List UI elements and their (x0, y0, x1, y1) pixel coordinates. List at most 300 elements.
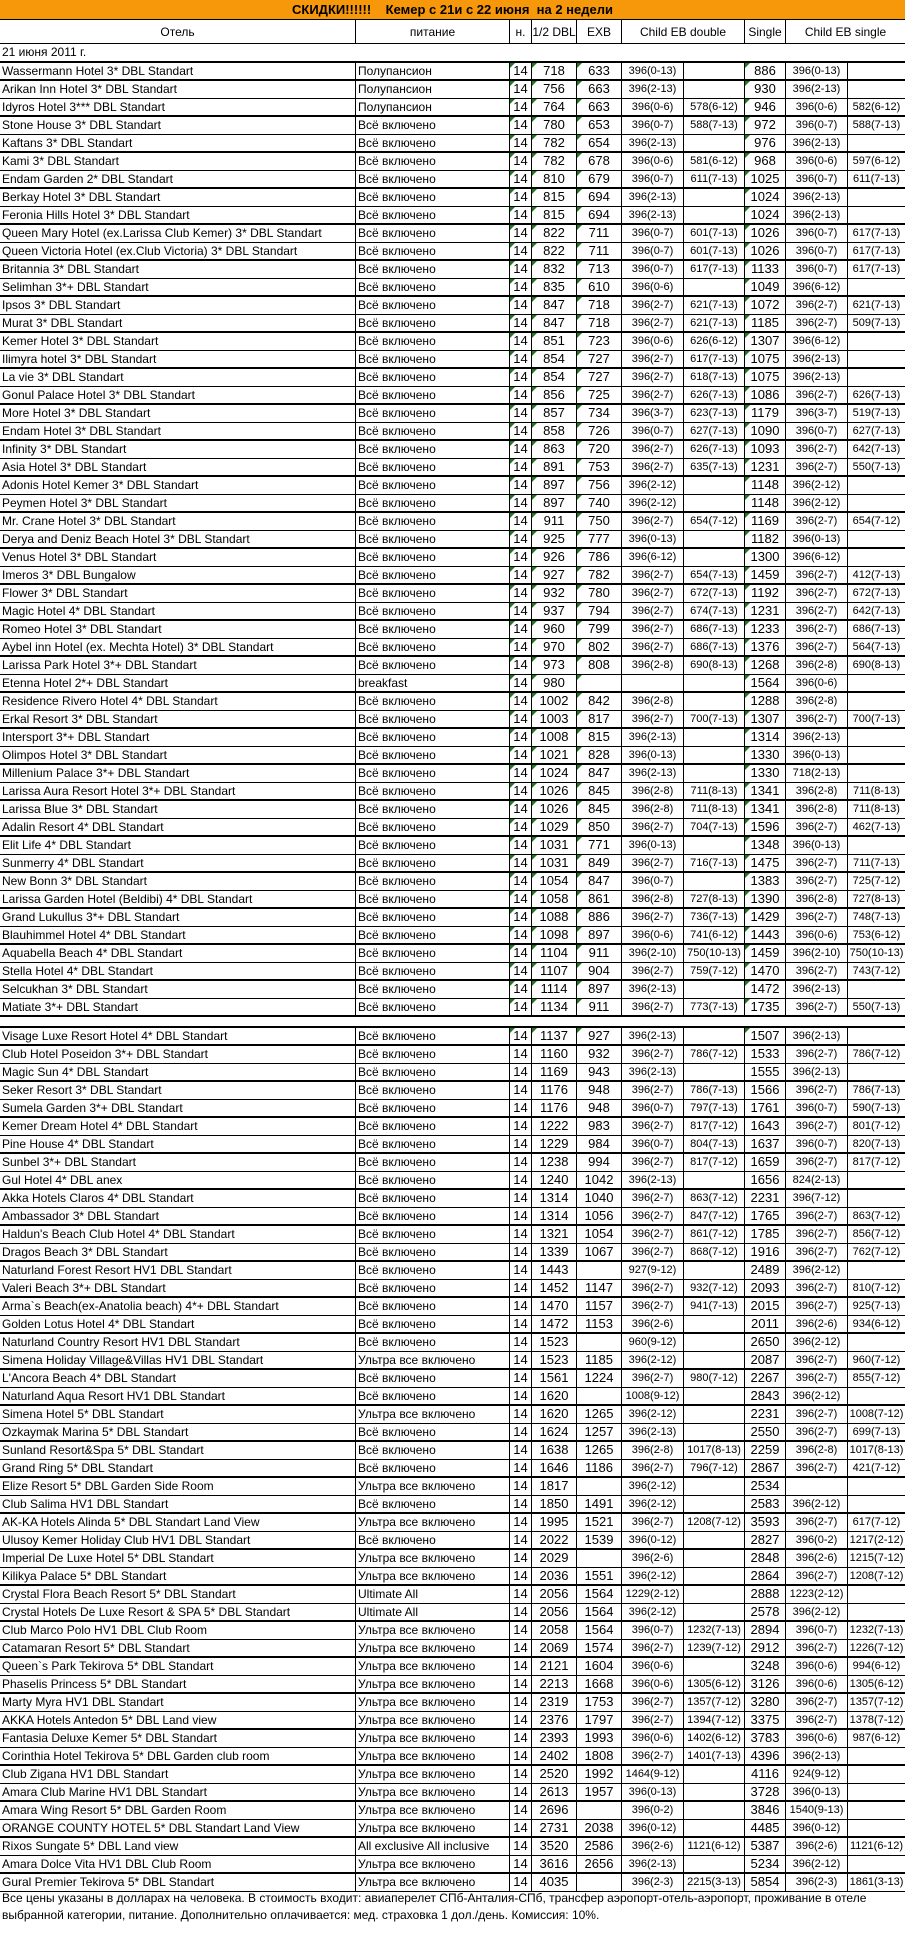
cell-exb: 2656 (577, 1856, 622, 1872)
cell-single: 2550 (745, 1424, 786, 1440)
cell-hotel: Flower 3* DBL Standart (0, 585, 356, 602)
cell-nights: 14 (510, 1676, 532, 1692)
cell-exb: 897 (577, 981, 622, 998)
cell-child-eb-double-1 (622, 675, 684, 691)
cell-single: 5387 (745, 1838, 786, 1855)
cell-child-eb-single-1: 396(2-13) (786, 1748, 848, 1764)
cell-exb: 1042 (577, 1172, 622, 1188)
cell-half-dbl: 1620 (532, 1406, 577, 1423)
cell-nights: 14 (510, 1064, 532, 1080)
cell-exb: 725 (577, 387, 622, 403)
cell-exb: 847 (577, 765, 622, 782)
cell-exb: 1668 (577, 1676, 622, 1692)
cell-hotel: Amara Club Marine HV1 DBL Standart (0, 1784, 356, 1800)
cell-half-dbl: 822 (532, 225, 577, 242)
table-row (0, 117, 905, 135)
table-row (0, 693, 905, 711)
cell-child-eb-double-1: 396(2-7) (622, 1208, 684, 1224)
cell-food: Ultimate All (356, 1586, 510, 1603)
cell-child-eb-double-1: 396(0-13) (622, 531, 684, 547)
cell-child-eb-double-1: 396(2-13) (622, 1172, 684, 1188)
cell-child-eb-double-1: 396(0-7) (622, 1136, 684, 1152)
cell-hotel: New Bonn 3* DBL Standart (0, 873, 356, 890)
cell-child-eb-double-2: 2215(3-13) (684, 1874, 745, 1891)
cell-half-dbl: 1031 (532, 855, 577, 871)
cell-exb: 610 (577, 279, 622, 295)
cell-nights: 14 (510, 801, 532, 818)
cell-nights: 14 (510, 1028, 532, 1044)
cell-child-eb-double-2: 621(7-13) (684, 315, 745, 331)
cell-single: 2231 (745, 1406, 786, 1423)
cell-child-eb-double-1: 396(2-7) (622, 351, 684, 367)
cell-exb: 948 (577, 1082, 622, 1099)
cell-hotel: Endam Hotel 3* DBL Standart (0, 423, 356, 439)
cell-child-eb-single-2 (848, 81, 905, 98)
cell-half-dbl: 3616 (532, 1856, 577, 1872)
cell-single: 2894 (745, 1622, 786, 1639)
cell-child-eb-single-2: 934(6-12) (852, 1318, 901, 1330)
cell-child-eb-double-1: 396(2-7) (622, 1694, 684, 1711)
table-row (0, 153, 905, 171)
cell-child-eb-double-2 (684, 837, 745, 854)
cell-single: 1300 (745, 549, 786, 566)
cell-hotel: Sumela Garden 3*+ DBL Standart (0, 1100, 356, 1116)
cell-food: Полупансион (356, 81, 510, 98)
cell-half-dbl: 854 (532, 351, 577, 367)
cell-food: Всё включено (356, 315, 510, 331)
cell-single: 3593 (745, 1514, 786, 1531)
cell-child-eb-single-1: 396(2-7) (786, 297, 848, 314)
cell-child-eb-double-2: 773(7-13) (684, 999, 745, 1015)
cell-child-eb-single-2 (848, 135, 905, 151)
cell-half-dbl: 1003 (532, 711, 577, 727)
cell-child-eb-single-2 (848, 63, 905, 79)
cell-half-dbl: 2036 (532, 1568, 577, 1584)
cell-child-eb-single-1: 396(2-6) (786, 1550, 848, 1567)
cell-child-eb-double-1: 396(2-7) (622, 1244, 684, 1260)
table-row (0, 1784, 905, 1802)
table-row (0, 963, 905, 981)
cell-child-eb-single-2: 421(7-12) (852, 1462, 901, 1474)
cell-single: 968 (745, 153, 786, 170)
cell-child-eb-single-2: 786(7-12) (852, 1048, 901, 1060)
cell-exb: 1157 (577, 1298, 622, 1315)
cell-nights: 14 (510, 243, 532, 259)
cell-hotel: Club Zigana HV1 DBL Standart (0, 1766, 356, 1783)
table-row (0, 1190, 905, 1208)
cell-child-eb-double-1: 396(2-7) (622, 1460, 684, 1476)
cell-nights: 14 (510, 1658, 532, 1675)
cell-half-dbl: 897 (532, 477, 577, 494)
cell-child-eb-single-2: 699(7-13) (852, 1426, 901, 1438)
cell-child-eb-double-2: 1394(7-12) (684, 1712, 745, 1728)
cell-child-eb-double-2: 868(7-12) (684, 1244, 745, 1260)
cell-half-dbl: 1029 (532, 819, 577, 835)
cell-child-eb-single-1: 396(2-7) (786, 621, 848, 638)
cell-child-eb-single-1: 396(0-7) (786, 1136, 848, 1152)
cell-hotel: Berkay Hotel 3* DBL Standart (0, 189, 356, 206)
cell-child-eb-double-2 (684, 81, 745, 98)
cell-hotel: Endam Garden 2* DBL Standart (0, 171, 356, 187)
cell-nights: 14 (510, 1388, 532, 1404)
cell-child-eb-double-1: 396(2-7) (622, 1154, 684, 1171)
cell-child-eb-double-1: 396(0-6) (622, 279, 684, 295)
cell-nights: 14 (510, 963, 532, 979)
cell-exb: 756 (577, 477, 622, 494)
cell-food: Всё включено (356, 639, 510, 655)
cell-child-eb-double-1: 396(2-7) (622, 639, 684, 655)
cell-food: Всё включено (356, 945, 510, 962)
cell-child-eb-double-2 (684, 747, 745, 763)
cell-child-eb-single-2: 617(7-13) (852, 245, 901, 257)
cell-single: 3248 (745, 1658, 786, 1675)
cell-nights: 14 (510, 135, 532, 151)
cell-child-eb-single-2: 621(7-13) (852, 299, 901, 311)
cell-food: Всё включено (356, 1496, 510, 1512)
cell-child-eb-single-1: 1223(2-12) (786, 1586, 848, 1603)
cell-child-eb-single-2: 642(7-13) (852, 605, 901, 617)
cell-half-dbl: 1169 (532, 1064, 577, 1080)
cell-single: 1024 (745, 189, 786, 206)
cell-child-eb-single-1: 396(2-12) (786, 477, 848, 494)
table-row (0, 819, 905, 837)
cell-child-eb-double-1: 396(2-8) (622, 657, 684, 674)
table-row (0, 1622, 905, 1640)
cell-child-eb-single-2 (848, 1856, 905, 1872)
cell-child-eb-single-1: 396(0-7) (786, 171, 848, 187)
cell-child-eb-single-1: 396(2-12) (786, 1604, 848, 1620)
cell-child-eb-double-2 (684, 549, 745, 566)
cell-child-eb-double-2: 654(7-13) (684, 567, 745, 583)
table-row (0, 81, 905, 99)
cell-child-eb-double-2: 980(7-12) (684, 1370, 745, 1387)
cell-child-eb-double-1: 396(2-6) (622, 1838, 684, 1855)
cell-food: Всё включено (356, 837, 510, 854)
cell-single: 1341 (745, 783, 786, 799)
cell-exb: 679 (577, 171, 622, 187)
cell-hotel: Pine House 4* DBL Standart (0, 1136, 356, 1152)
cell-exb: 1186 (577, 1460, 622, 1476)
cell-hotel: Intersport 3*+ DBL Standart (0, 729, 356, 746)
table-row (0, 1154, 905, 1172)
cell-single: 1348 (745, 837, 786, 854)
cell-child-eb-double-1: 396(2-13) (622, 189, 684, 206)
cell-nights: 14 (510, 873, 532, 890)
cell-exb (577, 675, 622, 691)
cell-single: 2087 (745, 1352, 786, 1368)
cell-child-eb-single-2: 1017(8-13) (849, 1444, 904, 1456)
cell-nights: 14 (510, 1424, 532, 1440)
cell-hotel: Elize Resort 5* DBL Garden Side Room (0, 1478, 356, 1495)
cell-child-eb-single-1: 396(0-6) (786, 675, 848, 691)
cell-child-eb-single-1: 396(2-7) (786, 513, 848, 530)
cell-hotel: Kemer Hotel 3* DBL Standart (0, 333, 356, 350)
cell-nights: 14 (510, 729, 532, 746)
table-row (0, 1298, 905, 1316)
cell-child-eb-single-2: 519(7-13) (852, 407, 901, 419)
cell-single: 930 (745, 81, 786, 98)
cell-child-eb-double-1: 396(0-12) (622, 1532, 684, 1548)
cell-child-eb-double-1: 396(2-8) (622, 783, 684, 799)
cell-child-eb-single-1: 396(2-7) (786, 459, 848, 475)
cell-half-dbl: 1222 (532, 1118, 577, 1135)
cell-child-eb-double-2: 796(7-12) (684, 1460, 745, 1476)
cell-child-eb-single-2: 672(7-13) (852, 587, 901, 599)
cell-hotel: Golden Lotus Hotel 4* DBL Standart (0, 1316, 356, 1332)
cell-child-eb-single-2: 711(8-13) (853, 803, 900, 815)
cell-single: 4116 (745, 1766, 786, 1783)
cell-child-eb-double-2 (684, 729, 745, 746)
cell-half-dbl: 1240 (532, 1172, 577, 1188)
cell-hotel: Amara Wing Resort 5* DBL Garden Room (0, 1802, 356, 1819)
cell-nights: 14 (510, 945, 532, 962)
cell-food: Всё включено (356, 891, 510, 907)
footer-note: Все цены указаны в долларах на человека. В стоимость входит: авиаперелет СПб-Анталия-СПб, трансфер аэропорт-отель-аэропорт, проживание в отеле выбранной категории, питание. Дополнительно оплачивается: мед. страховка 1 дол./день. Комиссия: 10%. (2, 1891, 867, 1922)
cell-exb: 1993 (577, 1730, 622, 1747)
cell-child-eb-single-1: 396(0-6) (786, 1676, 848, 1692)
cell-half-dbl: 1817 (532, 1478, 577, 1495)
cell-child-eb-single-1: 396(0-7) (786, 1100, 848, 1116)
cell-hotel: AKKA Hotels Antedon 5* DBL Land view (0, 1712, 356, 1728)
cell-child-eb-single-1: 396(2-12) (786, 1262, 848, 1279)
cell-child-eb-single-1: 396(2-13) (786, 81, 848, 98)
cell-food: Всё включено (356, 387, 510, 403)
cell-hotel: Wassermann Hotel 3* DBL Standart (0, 63, 356, 79)
cell-single: 1376 (745, 639, 786, 655)
cell-child-eb-single-2 (848, 837, 905, 854)
cell-food: Всё включено (356, 909, 510, 926)
cell-food: Всё включено (356, 1100, 510, 1116)
cell-half-dbl: 1995 (532, 1514, 577, 1531)
cell-child-eb-single-1: 396(2-8) (786, 891, 848, 907)
cell-child-eb-single-1: 396(2-3) (786, 1874, 848, 1891)
cell-hotel: Dragos Beach 3* DBL Standart (0, 1244, 356, 1260)
table-header (0, 20, 905, 44)
cell-child-eb-double-2: 861(7-12) (684, 1226, 745, 1243)
cell-single: 2888 (745, 1586, 786, 1603)
cell-child-eb-single-2: 856(7-12) (852, 1228, 901, 1240)
cell-child-eb-double-1: 396(2-7) (622, 1280, 684, 1296)
cell-food: Всё включено (356, 1136, 510, 1152)
cell-child-eb-single-1: 396(0-6) (786, 927, 848, 943)
cell-child-eb-double-1: 396(2-12) (622, 1478, 684, 1495)
cell-hotel: AK-KA Hotels Alinda 5* DBL Standart Land View (0, 1514, 356, 1531)
cell-food: Всё включено (356, 189, 510, 206)
cell-child-eb-double-2 (684, 1334, 745, 1351)
cell-hotel: Derya and Deniz Beach Hotel 3* DBL Standart (0, 531, 356, 547)
cell-child-eb-single-2: 711(7-13) (853, 857, 900, 869)
cell-nights: 14 (510, 1208, 532, 1224)
table-row (0, 1694, 905, 1712)
cell-food: All exclusive All inclusive (356, 1838, 510, 1855)
cell-child-eb-double-1: 960(9-12) (622, 1334, 684, 1351)
cell-half-dbl: 2056 (532, 1586, 577, 1603)
cell-child-eb-single-1: 396(2-7) (786, 999, 848, 1015)
cell-single: 2093 (745, 1280, 786, 1296)
cell-hotel: Amara Dolce Vita HV1 DBL Club Room (0, 1856, 356, 1872)
cell-half-dbl: 1031 (532, 837, 577, 854)
cell-child-eb-double-1: 396(0-12) (622, 1820, 684, 1836)
cell-child-eb-double-2 (684, 981, 745, 998)
cell-food: Всё включено (356, 963, 510, 979)
cell-nights: 14 (510, 513, 532, 530)
cell-child-eb-single-2: 801(7-12) (852, 1120, 901, 1132)
cell-hotel: Ambassador 3* DBL Standart (0, 1208, 356, 1224)
cell-exb: 904 (577, 963, 622, 979)
cell-half-dbl: 1638 (532, 1442, 577, 1459)
cell-food: Всё включено (356, 369, 510, 386)
cell-nights: 14 (510, 99, 532, 115)
cell-child-eb-single-2: 588(7-13) (852, 119, 901, 131)
title-discounts: СКИДКИ!!!!!! (292, 2, 372, 17)
cell-child-eb-single-2 (848, 189, 905, 206)
table-row (0, 297, 905, 315)
cell-food: Всё включено (356, 1370, 510, 1387)
cell-child-eb-double-2 (684, 1820, 745, 1836)
cell-exb: 713 (577, 261, 622, 278)
cell-nights: 14 (510, 1694, 532, 1711)
cell-exb: 817 (577, 711, 622, 727)
cell-child-eb-single-2 (848, 333, 905, 350)
cell-exb: 654 (577, 135, 622, 151)
cell-exb: 897 (577, 927, 622, 943)
cell-exb: 1147 (577, 1280, 622, 1296)
cell-child-eb-double-1: 396(2-13) (622, 729, 684, 746)
cell-child-eb-single-1: 396(0-2) (786, 1532, 848, 1548)
cell-child-eb-single-2: 686(7-13) (852, 623, 901, 635)
cell-child-eb-single-2 (848, 1388, 905, 1404)
cell-child-eb-single-2 (848, 693, 905, 710)
cell-single: 1133 (745, 261, 786, 278)
cell-single: 5854 (745, 1874, 786, 1891)
cell-exb: 694 (577, 207, 622, 223)
cell-child-eb-single-2 (848, 1766, 905, 1783)
cell-food: Всё включено (356, 261, 510, 278)
cell-child-eb-single-2: 597(6-12) (852, 155, 901, 167)
cell-child-eb-double-1: 396(2-7) (622, 513, 684, 530)
title-subtitle: Кемер с 21и с 22 июня на 2 недели (385, 2, 613, 17)
cell-single: 1288 (745, 693, 786, 710)
table-row (0, 423, 905, 441)
cell-nights: 14 (510, 1712, 532, 1728)
cell-food: Всё включено (356, 1532, 510, 1548)
cell-exb: 849 (577, 855, 622, 871)
cell-single: 1024 (745, 207, 786, 223)
cell-child-eb-single-1: 396(2-7) (786, 1712, 848, 1728)
cell-child-eb-double-2 (684, 693, 745, 710)
cell-hotel: ORANGE COUNTY HOTEL 5* DBL Standart Land View (0, 1820, 356, 1836)
cell-child-eb-double-2 (684, 1802, 745, 1819)
cell-exb: 984 (577, 1136, 622, 1152)
cell-exb: 886 (577, 909, 622, 926)
cell-nights: 14 (510, 315, 532, 331)
table-row (0, 477, 905, 495)
cell-food: Всё включено (356, 783, 510, 799)
cell-half-dbl: 832 (532, 261, 577, 278)
cell-exb: 994 (577, 1154, 622, 1171)
cell-half-dbl: 1098 (532, 927, 577, 943)
cell-single: 1659 (745, 1154, 786, 1171)
cell-child-eb-single-1: 396(2-12) (786, 1388, 848, 1404)
cell-child-eb-single-1: 396(0-7) (786, 243, 848, 259)
cell-single: 1656 (745, 1172, 786, 1188)
cell-hotel: Valeri Beach 3*+ DBL Standart (0, 1280, 356, 1296)
cell-hotel: Aquabella Beach 4* DBL Standart (0, 945, 356, 962)
cell-child-eb-double-2 (684, 1388, 745, 1404)
cell-child-eb-single-1: 396(0-6) (786, 1730, 848, 1747)
cell-nights: 14 (510, 855, 532, 871)
cell-food: Ультра все включено (356, 1406, 510, 1423)
cell-hotel: Asia Hotel 3* DBL Standart (0, 459, 356, 475)
cell-single: 1566 (745, 1082, 786, 1099)
cell-hotel: Queen Mary Hotel (ex.Larissa Club Kemer) 3* DBL Standart (0, 225, 356, 242)
cell-single: 972 (745, 117, 786, 134)
cell-half-dbl: 835 (532, 279, 577, 295)
cell-half-dbl: 1561 (532, 1370, 577, 1387)
cell-half-dbl: 937 (532, 603, 577, 619)
table-row (0, 1766, 905, 1784)
cell-child-eb-double-1: 396(2-7) (622, 855, 684, 871)
cell-child-eb-double-2 (684, 63, 745, 79)
cell-hotel: Magic Sun 4* DBL Standart (0, 1064, 356, 1080)
cell-hotel: Matiate 3*+ DBL Standart (0, 999, 356, 1015)
cell-half-dbl: 1229 (532, 1136, 577, 1152)
cell-child-eb-single-2 (848, 1334, 905, 1351)
cell-child-eb-double-2: 617(7-13) (684, 351, 745, 367)
cell-nights: 14 (510, 441, 532, 458)
cell-half-dbl: 718 (532, 63, 577, 79)
cell-hotel: Elit Life 4* DBL Standart (0, 837, 356, 854)
cell-nights: 14 (510, 1748, 532, 1764)
cell-child-eb-double-1: 396(2-12) (622, 1496, 684, 1512)
cell-half-dbl: 1054 (532, 873, 577, 890)
cell-nights: 14 (510, 1244, 532, 1260)
cell-exb: 842 (577, 693, 622, 710)
cell-nights: 14 (510, 981, 532, 998)
cell-child-eb-double-1: 396(2-12) (622, 1604, 684, 1620)
table-row (0, 135, 905, 153)
cell-exb: 782 (577, 567, 622, 583)
cell-exb (577, 1262, 622, 1279)
cell-single: 1507 (745, 1028, 786, 1044)
cell-hotel: Aybel inn Hotel (ex. Mechta Hotel) 3* DBL Standart (0, 639, 356, 655)
table-row (0, 1352, 905, 1370)
cell-half-dbl: 1452 (532, 1280, 577, 1296)
cell-child-eb-single-1: 396(2-7) (786, 387, 848, 403)
cell-child-eb-single-1: 396(2-13) (786, 1028, 848, 1044)
cell-half-dbl: 2121 (532, 1658, 577, 1675)
cell-single: 1916 (745, 1244, 786, 1260)
cell-child-eb-double-1: 396(2-7) (622, 1190, 684, 1207)
cell-food: Всё включено (356, 1262, 510, 1279)
cell-nights: 14 (510, 1784, 532, 1800)
cell-single: 5234 (745, 1856, 786, 1872)
cell-child-eb-double-2 (684, 1352, 745, 1368)
cell-child-eb-double-2 (684, 207, 745, 223)
table-row (0, 981, 905, 999)
cell-child-eb-double-1: 396(0-7) (622, 171, 684, 187)
cell-half-dbl: 1470 (532, 1298, 577, 1315)
cell-nights: 14 (510, 279, 532, 295)
cell-food: Ультра все включено (356, 1712, 510, 1728)
cell-nights: 14 (510, 891, 532, 907)
cell-hotel: More Hotel 3* DBL Standart (0, 405, 356, 422)
cell-child-eb-double-2: 635(7-13) (684, 459, 745, 475)
cell-food: Ультра все включено (356, 1694, 510, 1711)
cell-single: 1472 (745, 981, 786, 998)
cell-child-eb-single-2: 642(7-13) (852, 443, 901, 455)
table-row (0, 99, 905, 117)
